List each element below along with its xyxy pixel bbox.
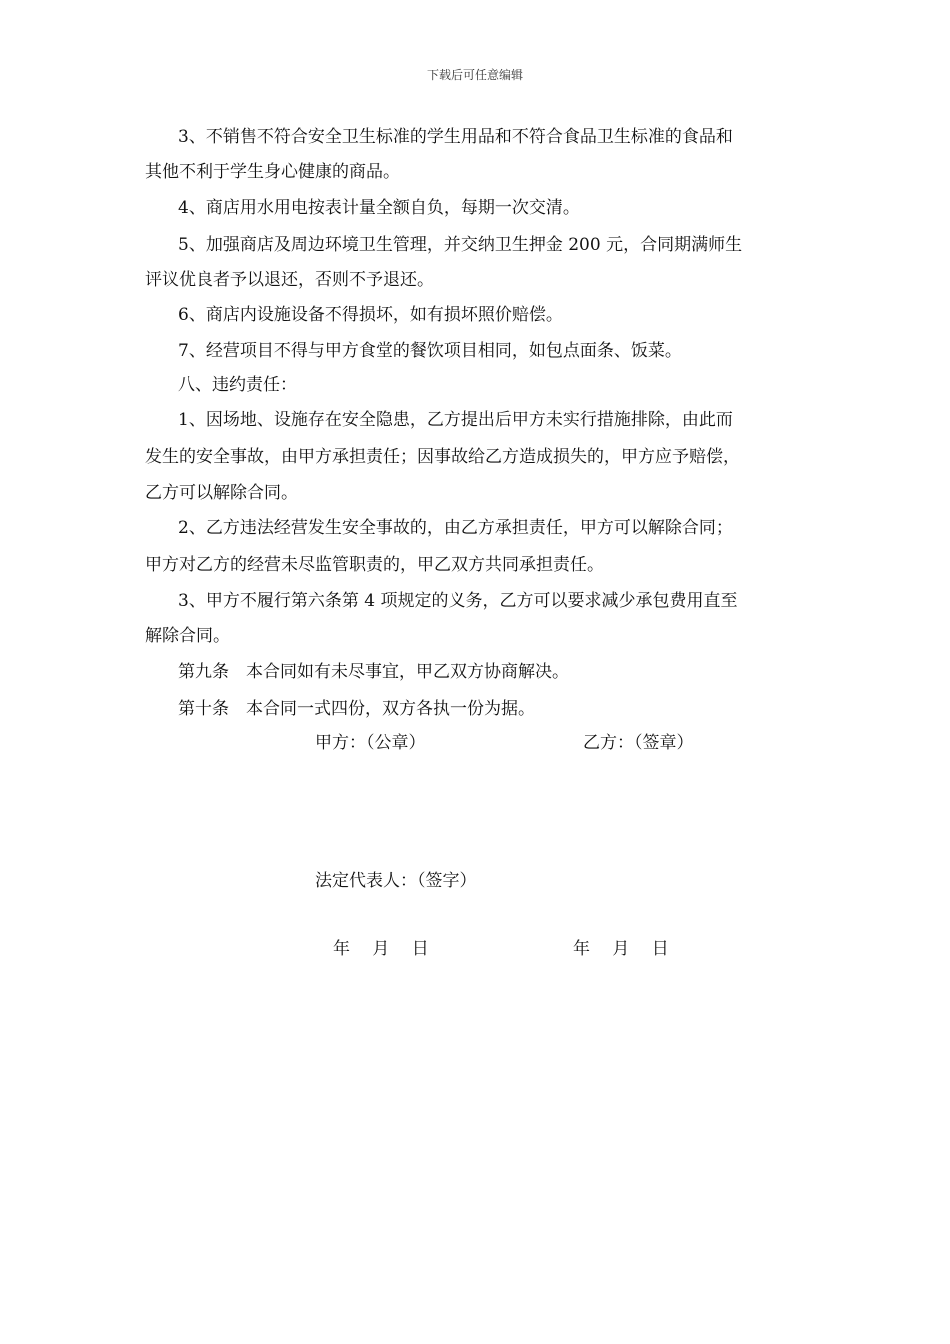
clause-5-line-1: 5、加强商店及周边环境卫生管理，并交纳卫生押金 200 元，合同期满师生 [178, 235, 743, 255]
clause-3-line-2: 其他不利于学生身心健康的商品。 [145, 162, 400, 182]
legal-representative: 法定代表人：（签字） [315, 871, 477, 891]
article-10: 第十条 本合同一式四份，双方各执一份为据。 [178, 699, 535, 719]
liability-1-line-2: 发生的安全事故，由甲方承担责任；因事故给乙方造成损失的，甲方应予赔偿， [145, 447, 740, 467]
clause-5-line-2: 评议优良者予以退还，否则不予退还。 [145, 270, 434, 290]
clause-6-line-1: 6、商店内设施设备不得损坏，如有损坏照价赔偿。 [178, 305, 563, 325]
page-header: 下载后可任意编辑 [426, 68, 523, 82]
date-party-a: 年 月 日 [333, 939, 429, 959]
section-8-heading: 八、违约责任： [178, 375, 297, 395]
article-9: 第九条 本合同如有未尽事宜，甲乙双方协商解决。 [178, 662, 569, 682]
liability-2-line-2: 甲方对乙方的经营未尽监管职责的，甲乙双方共同承担责任。 [145, 555, 604, 575]
liability-3-line-2: 解除合同。 [145, 626, 230, 646]
liability-3-line-1: 3、甲方不履行第六条第 4 项规定的义务，乙方可以要求减少承包费用直至 [178, 591, 738, 611]
date-party-b: 年 月 日 [573, 939, 669, 959]
liability-1-line-3: 乙方可以解除合同。 [145, 483, 298, 503]
liability-2-line-1: 2、乙方违法经营发生安全事故的，由乙方承担责任，甲方可以解除合同； [178, 518, 733, 538]
clause-3-line-1: 3、不销售不符合安全卫生标准的学生用品和不符合食品卫生标准的食品和 [178, 127, 733, 147]
party-b-seal: 乙方：（签章） [583, 733, 694, 753]
clause-7-line-1: 7、经营项目不得与甲方食堂的餐饮项目相同，如包点面条、饭菜。 [178, 341, 682, 361]
clause-4-line-1: 4、商店用水用电按表计量全额自负，每期一次交清。 [178, 198, 580, 218]
liability-1-line-1: 1、因场地、设施存在安全隐患，乙方提出后甲方未实行措施排除，由此而 [178, 410, 733, 430]
party-a-seal: 甲方：（公章） [315, 733, 426, 753]
